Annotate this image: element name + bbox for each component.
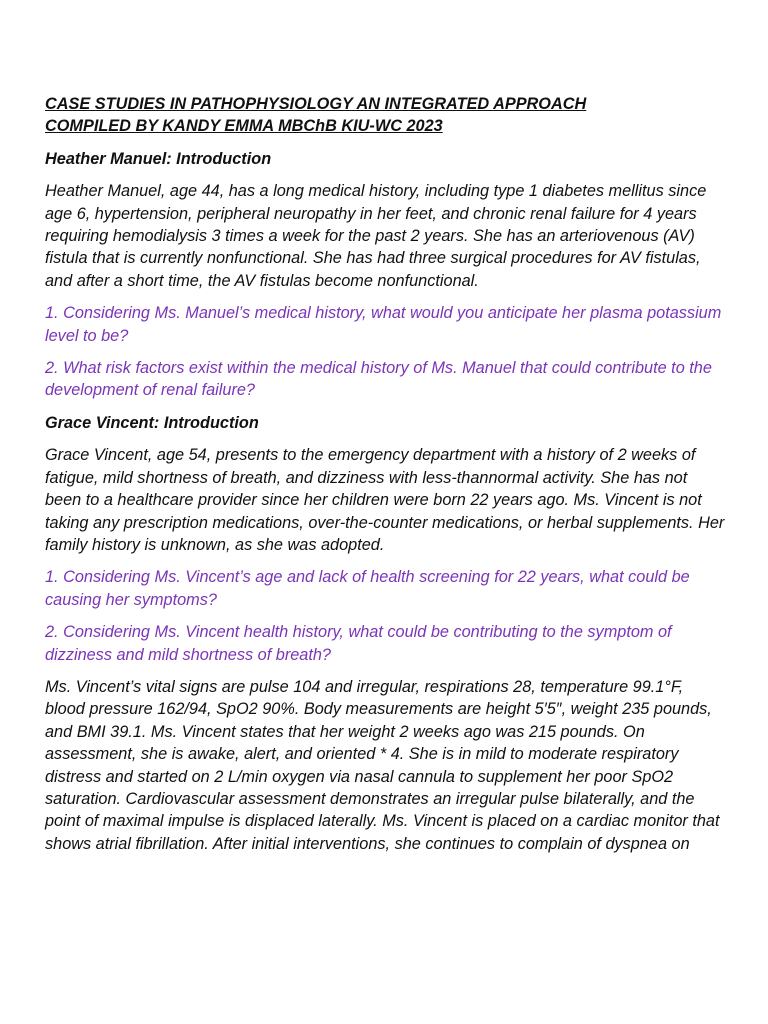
grace-question-1: 1. Considering Ms. Vincent’s age and lack of health screening for 22 years, what could be causing her symptoms? [45,568,690,609]
heather-section-heading: Heather Manuel: Introduction [45,149,272,168]
document-title [45,93,725,138]
document-title-line-2: COMPILED BY KANDY EMMA MBChB KIU-WC 2023 [45,117,443,136]
heather-question-2: 2. What risk factors exist within the medical history of Ms. Manuel that could contribute to the development of renal failure? [45,359,712,400]
heather-intro-paragraph: Heather Manuel, age 44, has a long medical history, including type 1 diabetes mellitus since age 6, hypertension, peripheral neuropathy in her feet, and chronic renal failure for 4 years requiring hemodialysis 3 times a week for the past 2 years. She has an arteriovenous (AV) fistula that is currently nonfunctional. She has had three surgical procedures for AV fistulas, and after a short time, the AV fistulas become nonfunctional. [45,182,707,290]
grace-question-2: 2. Considering Ms. Vincent health history, what could be contributing to the symptom of dizziness and mild shortness of breath? [45,623,672,664]
document-title-line-1: CASE STUDIES IN PATHOPHYSIOLOGY AN INTEGRATED APPROACH [45,95,587,113]
grace-intro-paragraph: Grace Vincent, age 54, presents to the emergency department with a history of 2 weeks of fatigue, mild shortness of breath, and dizziness with less-thannormal activity. She has not been to a healthcare provider since her children were born 22 years ago. Ms. Vincent is not taking any prescription medications, over-the-counter medications, or herbal supplements. Her family history is unknown, as she was adopted. [45,446,725,554]
document-page [45,93,725,855]
grace-section-heading: Grace Vincent: Introduction [45,413,259,432]
grace-vitals-paragraph: Ms. Vincent’s vital signs are pulse 104 and irregular, respirations 28, temperature 99.1°F, blood pressure 162/94, SpO2 90%. Body measurements are height 5′5″, weight 235 pounds, and BMI 39.1. Ms. Vincent states that her weight 2 weeks ago was 215 pounds. On assessment, she is awake, alert, and oriented * 4. She is in mild to moderate respiratory distress and started on 2 L/min oxygen via nasal cannula to supplement her poor SpO2 saturation. Cardiovascular assessment demonstrates an irregular pulse bilaterally, and the point of maximal impulse is displaced laterally. Ms. Vincent is placed on a cardiac monitor that shows atrial fibrillation. After initial interventions, she continues to complain of dyspnea on [45,677,720,853]
heather-question-1: 1. Considering Ms. Manuel’s medical history, what would you anticipate her plasma potassium level to be? [45,304,722,345]
